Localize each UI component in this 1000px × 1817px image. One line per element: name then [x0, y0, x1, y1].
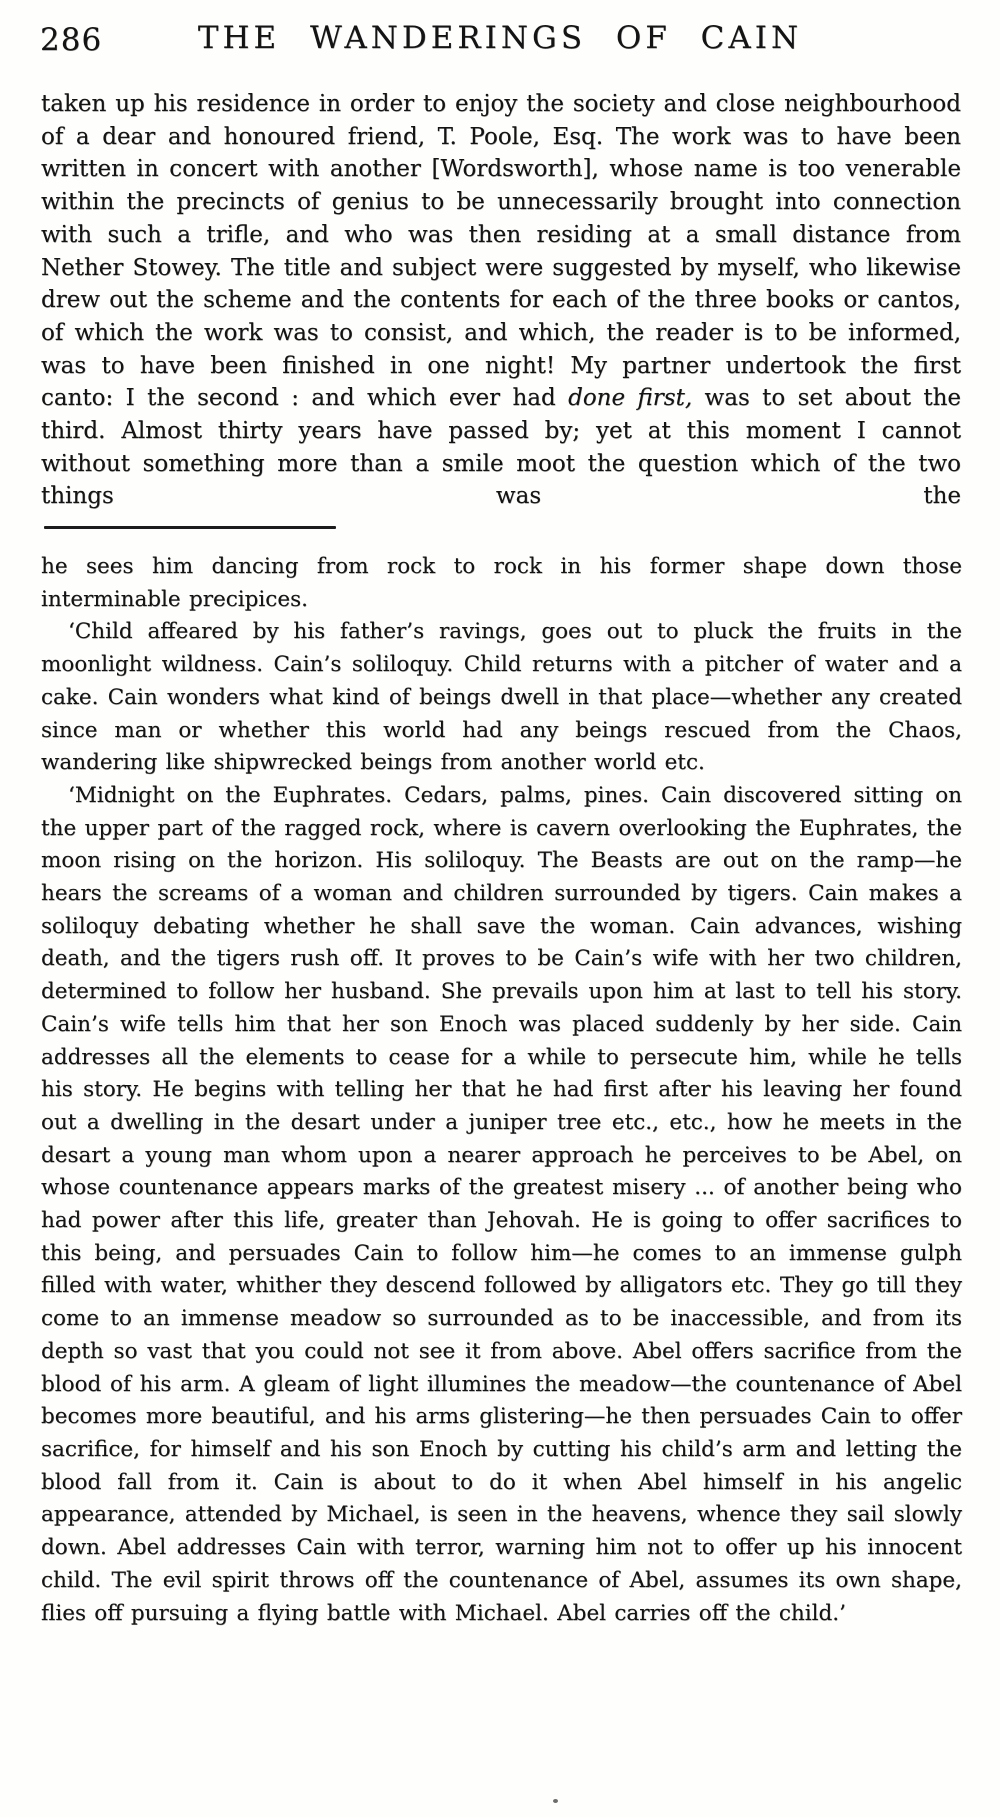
page-number: 286	[40, 22, 103, 58]
main-text-paragraph	[41, 88, 961, 513]
running-title: THE WANDERINGS OF CAIN	[197, 20, 803, 56]
footnote-separator-rule	[44, 526, 336, 529]
page-header	[0, 20, 1000, 66]
footnote-block	[41, 551, 962, 1630]
scan-speck	[553, 1799, 558, 1803]
text-segment: done first,	[568, 385, 693, 412]
footnote-paragraph: ‘Child affeared by his father’s ravings, goes out to pluck the fruits in the moonlight wildness. Cain’s soliloquy. Child returns with a pitcher of water and a cake. Cain wonders what kind of beings dwell in that place—whether any created since man or whether this world had any beings rescued from the Chaos, wandering like shipwrecked beings from another world etc.	[41, 619, 962, 776]
footnote-paragraph: ‘Midnight on the Euphrates. Cedars, palms, pines. Cain discovered sitting on the upper part of the ragged rock, where is cavern overlooking the Euphrates, the moon rising on the horizon. His soliloquy. The Beasts are out on the ramp—he hears the screams of a woman and children surrounded by tigers. Cain makes a soliloquy debating whether he shall save the woman. Cain advances, wishing death, and the tigers rush off. It proves to be Cain’s wife with her two children, determined to follow her husband. She prevails upon him at last to tell his story. Cain’s wife tells him that her son Enoch was placed suddenly by her side. Cain addresses all the elements to cease for a while to persecute him, while he tells his story. He begins with telling her that he had first after his leaving her found out a dwelling in the desart under a juniper tree etc., etc., how he meets in the desart a young man whom upon a nearer approach he perceives to be Abel, on whose countenance appears marks of the greatest misery ... of another being who had power after this life, greater than Jehovah. He is going to offer sacrifices to this being, and persuades Cain to follow him—he comes to an immense gulph filled with water, whither they descend followed by alligators etc. They go till they come to an immense meadow so surrounded as to be inaccessible, and from its depth so vast that you could not see it from above. Abel offers sacrifice from the blood of his arm. A gleam of light illumines the meadow—the countenance of Abel becomes more beautiful, and his arms glistering—he then persuades Cain to offer sacrifice, for himself and his son Enoch by cutting his child’s arm and letting the blood fall from it. Cain is about to do it when Abel himself in his angelic appearance, attended by Michael, is seen in the heavens, whence they sail slowly down. Abel addresses Cain with terror, warning him not to offer up his innocent child. The evil spirit throws off the countenance of Abel, assumes its own shape, flies off pursuing a flying battle with Michael. Abel carries off the child.’	[41, 782, 962, 1626]
text-segment: was to set about the third. Almost thirty years have passed by; yet at this moment I cannot without something more than a smile moot the question which of the two things was the	[41, 385, 962, 510]
text-segment: taken up his residence in order to enjoy the society and close neighbourhood of a dear and honoured friend, T. Poole, Esq. The work was to have been written in concert with another [Wordsworth], whose name is too venerable within the precincts of genius to be unnecessarily brought into connection with such a trifle, and who was then residing at a small distance from Nether Stowey. The title and subject were suggested by myself, who likewise drew out the scheme and the contents for each of the three books or cantos, of which the work was to consist, and which, the reader is to be informed, was to have been finished in one night! My partner undertook the first canto: I the second : and which ever had	[41, 91, 961, 412]
footnote-paragraph: he sees him dancing from rock to rock in his former shape down those interminable precipices.	[41, 554, 962, 612]
